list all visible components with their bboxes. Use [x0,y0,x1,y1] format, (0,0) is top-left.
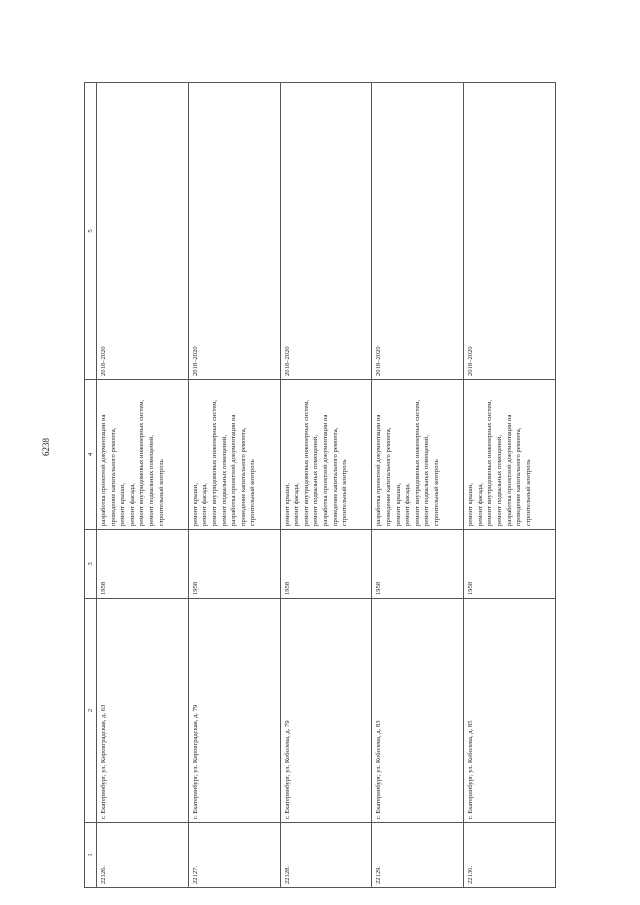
work-item: ремонт фасада, [476,483,484,526]
header-cell-3: 3 [85,530,97,599]
work-item: ремонт крыши, [191,483,199,526]
row-number: 22130. [464,823,556,888]
header-cell-5: 5 [85,83,97,380]
work-item: проведение капитального ремонта, [331,427,339,526]
row-year: 1958 [97,530,189,599]
work-item: ремонт внутридомовых инженерных систем, [210,399,218,526]
work-item: ремонт внутридомовых инженерных систем, [138,399,146,526]
work-item: разработка проектной документации на [505,414,513,526]
table-row [188,83,280,888]
row-period: 2018–2020 [280,83,372,380]
work-item: ремонт подвальных помещений, [220,435,228,526]
work-item: проведение капитального ремонта, [239,427,247,526]
work-item: разработка проектной документации на [375,414,383,526]
table-row [280,83,372,888]
row-address: г. Екатеринбург, ул. Коболева, д. 83 [372,599,464,823]
row-number: 22127. [188,823,280,888]
work-item: проведение капитального ремонта, [384,427,392,526]
row-year: 1958 [464,530,556,599]
row-year: 1958 [372,530,464,599]
work-item: ремонт внутридомовых инженерных систем, [486,399,494,526]
work-item: ремонт подвальных помещений, [495,435,503,526]
work-item: ремонт внутридомовых инженерных систем, [413,399,421,526]
work-item: проведение капитального ремонта, [109,427,117,526]
table-row [372,83,464,888]
work-item: строительный контроль [249,459,257,526]
row-address: г. Екатеринбург, ул. Кировградская, д. 79 [188,599,280,823]
work-item: ремонт крыши, [119,483,127,526]
work-item: ремонт фасада, [293,483,301,526]
rotated-table-container [84,83,556,888]
work-item: разработка проектной документации на [321,414,329,526]
row-period: 2018–2020 [97,83,189,380]
header-cell-4: 4 [85,380,97,530]
row-period: 2018–2020 [464,83,556,380]
row-number: 22128. [280,823,372,888]
work-item: ремонт подвальных помещений, [147,435,155,526]
work-item: строительный контроль [432,459,440,526]
work-item: ремонт подвальных помещений, [312,435,320,526]
table-row [464,83,556,888]
work-item: ремонт подвальных помещений, [423,435,431,526]
table-header-row [85,83,97,888]
row-year: 1958 [280,530,372,599]
row-works [464,380,556,530]
repair-schedule-table [84,82,556,888]
header-cell-2: 2 [85,599,97,823]
row-number: 22126. [97,823,189,888]
row-year: 1958 [188,530,280,599]
work-item: строительный контроль [157,459,165,526]
work-item: ремонт фасада, [201,483,209,526]
page-number: 6238 [41,438,51,456]
row-number: 22129. [372,823,464,888]
work-item: строительный контроль [524,459,532,526]
work-item: ремонт фасада, [404,483,412,526]
work-item: разработка проектной документации на [100,414,107,526]
table-row [97,83,189,888]
row-works [188,380,280,530]
row-works [97,380,189,530]
row-address: г. Екатеринбург, ул. Кировградская, д. 63 [97,599,189,823]
work-item: строительный контроль [341,459,349,526]
row-works [280,380,372,530]
work-item: ремонт крыши, [394,483,402,526]
row-address: г. Екатеринбург, ул. Коболева, д. 79 [280,599,372,823]
row-period: 2018–2020 [188,83,280,380]
row-works [372,380,464,530]
work-item: ремонт крыши, [467,483,475,526]
row-period: 2018–2020 [372,83,464,380]
work-item: разработка проектной документации на [230,414,238,526]
work-item: ремонт внутридомовых инженерных систем, [302,399,310,526]
work-item: ремонт фасада, [128,483,136,526]
header-cell-1: 1 [85,823,97,888]
work-item: проведение капитального ремонта, [515,427,523,526]
row-address: г. Екатеринбург, ул. Коболева, д. 85 [464,599,556,823]
work-item: ремонт крыши, [283,483,291,526]
